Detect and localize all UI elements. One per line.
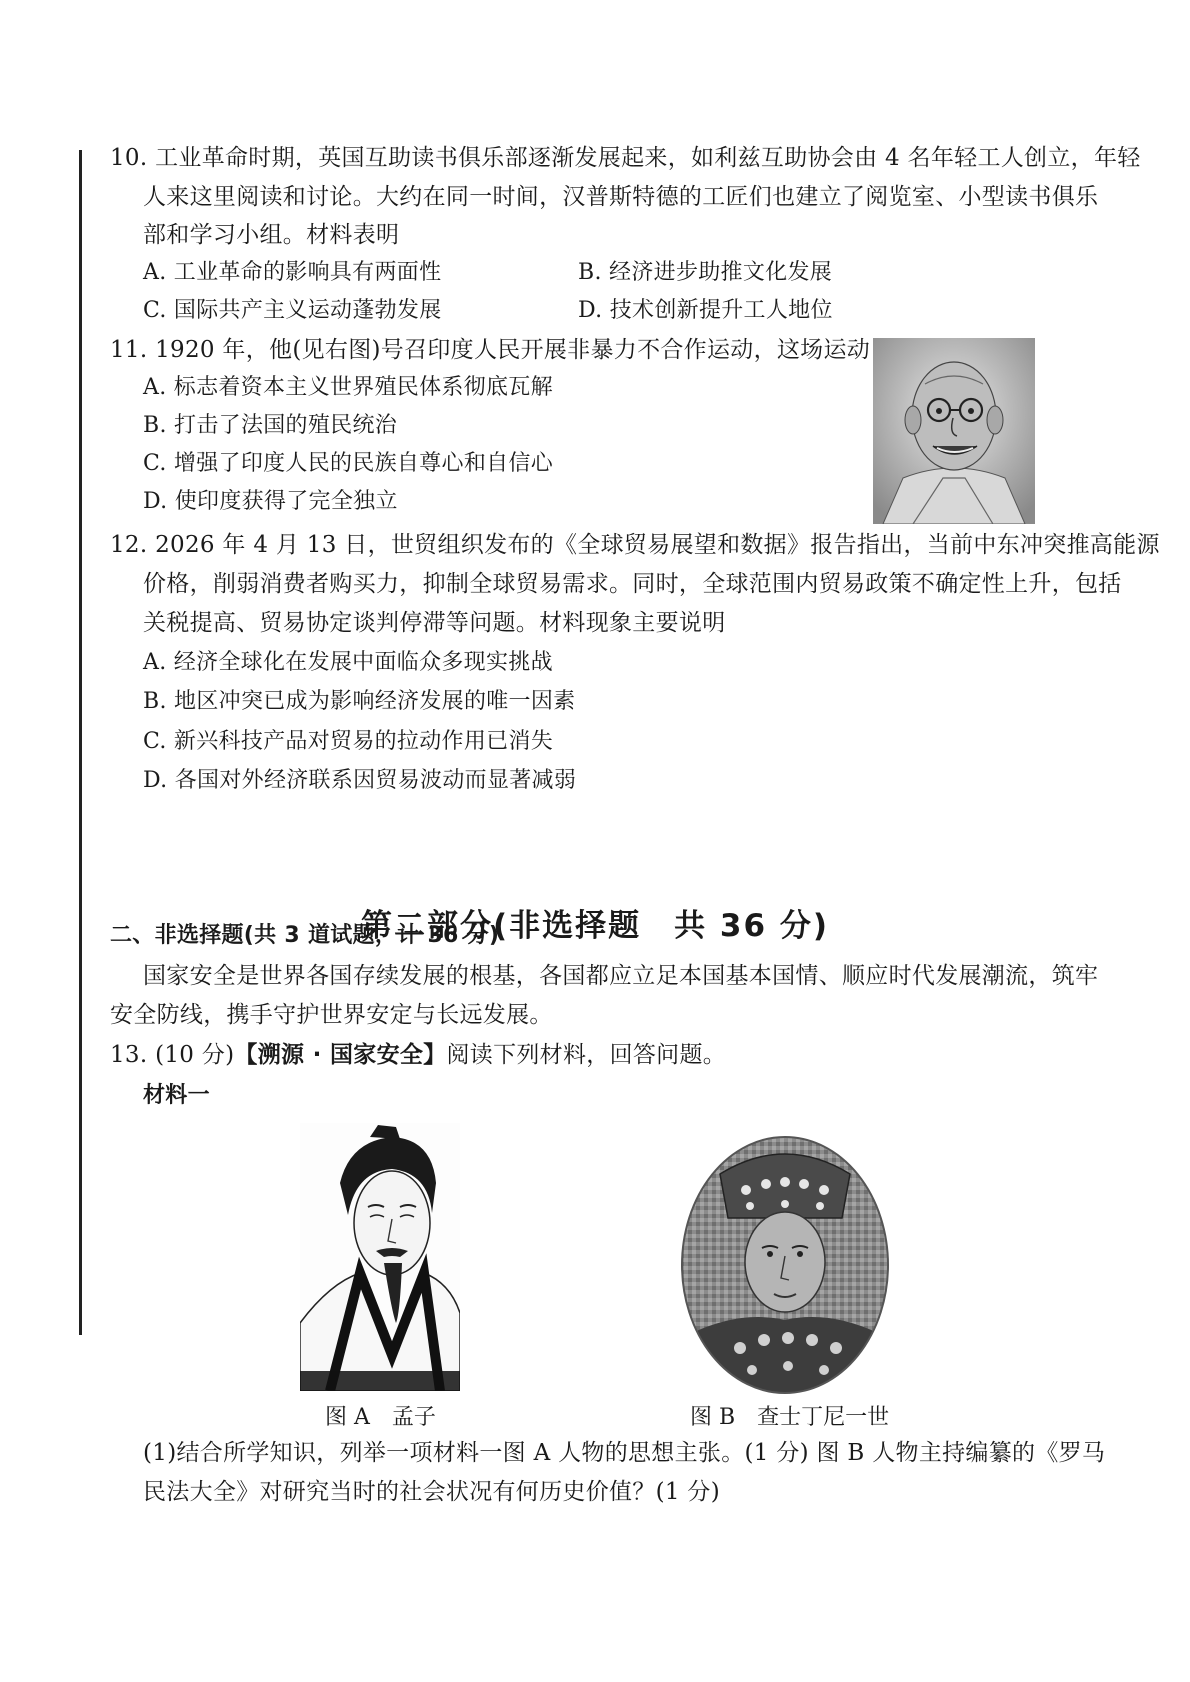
section-title: 二、非选择题(共 3 道试题，计 36 分) <box>110 923 500 948</box>
q12-stem-line-3: 关税提高、贸易协定谈判停滞等问题。材料现象主要说明 <box>143 610 726 636</box>
q12-option-c[interactable]: C. 新兴科技产品对贸易的拉动作用已消失 <box>143 729 554 754</box>
q11-option-d[interactable]: D. 使印度获得了完全独立 <box>143 489 398 514</box>
q13-tag: 【溯源 · 国家安全】 <box>234 1042 447 1068</box>
margin-line <box>79 150 82 1335</box>
caption-figure-a: 图 A 孟子 <box>325 1405 436 1430</box>
q13-sub1-line-2: 民法大全》对研究当时的社会状况有何历史价值？(1 分) <box>143 1479 720 1505</box>
q10-stem-line-3: 部和学习小组。材料表明 <box>143 222 400 248</box>
q12-stem-line-1: 12. 2026 年 4 月 13 日，世贸组织发布的《全球贸易展望和数据》报告指出，当前中东冲突推高能源 <box>110 532 1160 558</box>
q13-sub1-line-1: (1)结合所学知识，列举一项材料一图 A 人物的思想主张。(1 分) 图 B 人物主持编纂的《罗马 <box>143 1440 1106 1466</box>
q12-option-b[interactable]: B. 地区冲突已成为影响经济发展的唯一因素 <box>143 689 576 714</box>
intro-line-1: 国家安全是世界各国存续发展的根基，各国都应立足本国基本国情、顺应时代发展潮流，筑牢 <box>143 963 1099 989</box>
q11-option-a[interactable]: A. 标志着资本主义世界殖民体系彻底瓦解 <box>143 375 553 400</box>
q11-stem: 11. 1920 年，他(见右图)号召印度人民开展非暴力不合作运动，这场运动 <box>110 337 871 363</box>
gandhi-portrait <box>873 338 1035 524</box>
mencius-portrait <box>300 1123 460 1391</box>
q13-header <box>110 1040 726 1070</box>
q12-option-d[interactable]: D. 各国对外经济联系因贸易波动而显著减弱 <box>143 768 577 793</box>
justinian-mosaic <box>680 1134 890 1396</box>
q11-option-b[interactable]: B. 打击了法国的殖民统治 <box>143 413 398 438</box>
q13-number: 13. (10 分) <box>110 1042 235 1068</box>
q12-option-a[interactable]: A. 经济全球化在发展中面临众多现实挑战 <box>143 650 553 675</box>
caption-figure-b: 图 B 查士丁尼一世 <box>690 1405 890 1430</box>
q11-option-c[interactable]: C. 增强了印度人民的民族自尊心和自信心 <box>143 451 554 476</box>
material-one-label: 材料一 <box>143 1083 210 1108</box>
q10-option-b[interactable]: B. 经济进步助推文化发展 <box>578 260 833 285</box>
q10-stem-line-1: 10. 工业革命时期，英国互助读书俱乐部逐渐发展起来，如利兹互助协会由 4 名年轻工人创立，年轻 <box>110 145 1141 171</box>
q12-stem-line-2: 价格，削弱消费者购买力，抑制全球贸易需求。同时，全球范围内贸易政策不确定性上升，包括 <box>143 571 1122 597</box>
q13-instruction: 阅读下列材料，回答问题。 <box>446 1042 727 1068</box>
q10-option-c[interactable]: C. 国际共产主义运动蓬勃发展 <box>143 298 442 323</box>
q10-option-a[interactable]: A. 工业革命的影响具有两面性 <box>143 260 442 285</box>
q10-option-d[interactable]: D. 技术创新提升工人地位 <box>578 298 833 323</box>
part-two-heading: 第二部分(非选择题 共 36 分) <box>360 908 830 944</box>
q10-stem-line-2: 人来这里阅读和讨论。大约在同一时间，汉普斯特德的工匠们也建立了阅览室、小型读书俱乐 <box>143 184 1099 210</box>
intro-line-2: 安全防线，携手守护世界安定与长远发展。 <box>110 1002 553 1028</box>
